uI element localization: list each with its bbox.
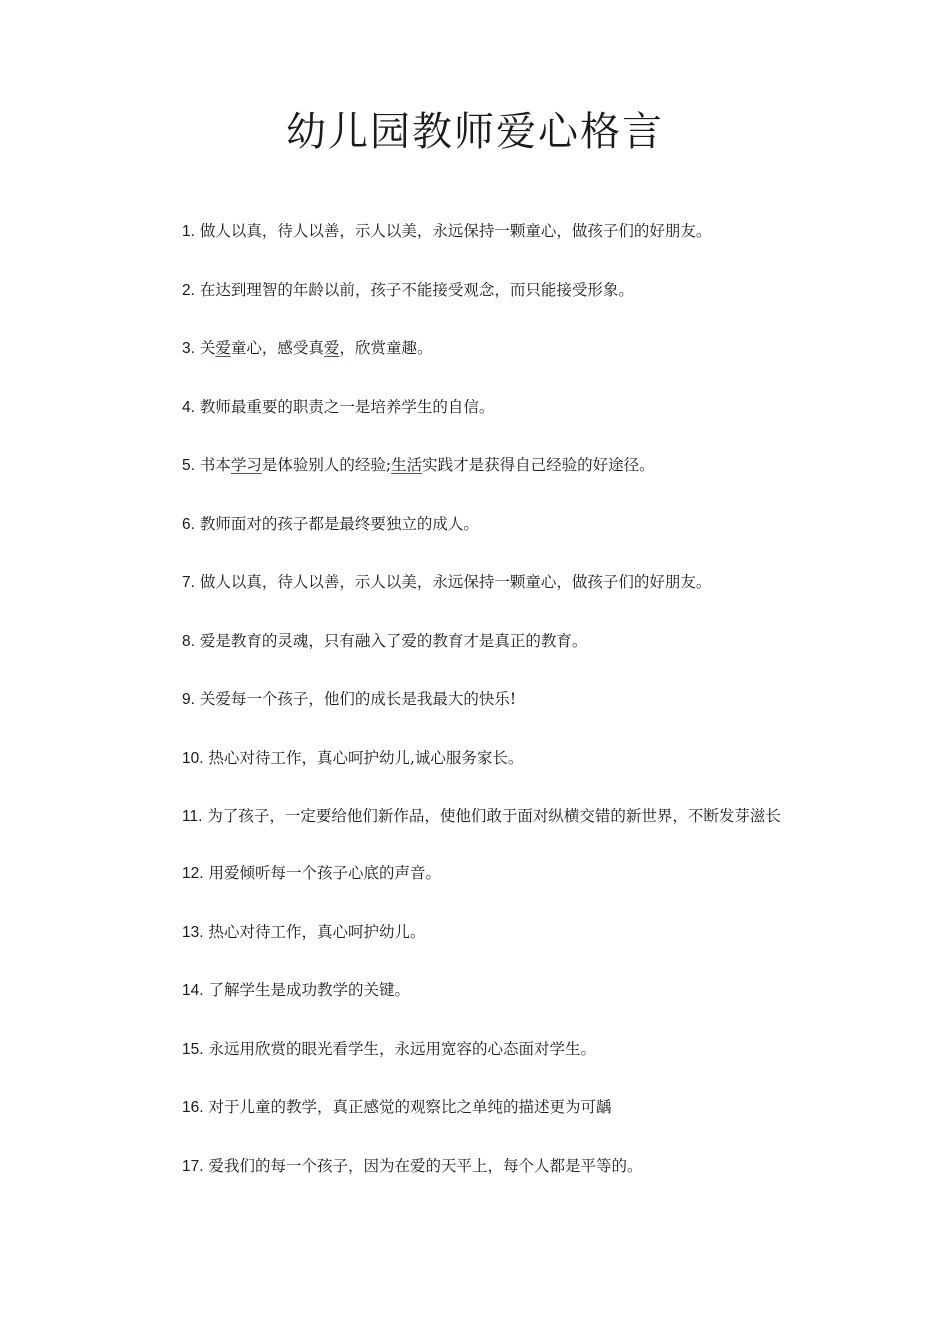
list-item [145,628,815,655]
item-text-part: ，欣赏童趣。 [339,339,433,357]
list-item [145,1036,815,1063]
item-number: 3. [182,340,195,357]
item-number: 4. [182,398,195,416]
list-item [145,977,815,1004]
document-title: 幼儿园教师爱心格言 [286,109,664,155]
item-number: 16. [182,1099,204,1116]
item-text-part: 关 [199,339,216,357]
item-text-part: 童心，感受真 [230,339,324,357]
list-item [145,919,815,946]
list-item [145,511,815,538]
item-text: 爱是教育的灵魂，只有融入了爱的教育才是真正的教育。 [199,631,588,650]
item-number: 7. [182,574,195,591]
item-number: 5. [182,457,195,474]
item-text-part: 书本 [199,456,231,474]
list-item [145,277,815,304]
item-text: 爱我们的每一个孩子，因为在爱的天平上，每个人都是平等的。 [208,1156,643,1175]
list-item [145,452,815,479]
item-text: 为了孩子，一定要给他们新作品，使他们敢于面对纵横交错的新世界，不断发芽滋长 [207,807,781,825]
item-text: 做人以真，待人以善，示人以美，永远保持一颗童心，做孩子们的好朋友。 [199,222,712,240]
list-item [145,803,815,830]
item-number: 2. [182,281,195,299]
list-item [145,394,815,421]
item-number: 9. [182,691,195,708]
keyword-link[interactable]: 爱 [323,339,340,357]
list-item [145,218,815,245]
item-text: 在达到理智的年龄以前，孩子不能接受观念，而只能接受形象。 [199,280,634,299]
list-item [145,1153,815,1180]
item-text: 对于儿童的教学，真正感觉的观察比之单纯的描述更为可龋 [208,1098,612,1116]
item-text: 热心对待工作，真心呵护幼儿。 [208,922,426,941]
item-number: 13. [182,923,204,941]
item-text: 做人以真，待人以善，示人以美，永远保持一颗童心，做孩子们的好朋友。 [199,573,712,591]
list-item [145,686,815,713]
item-text [200,339,433,357]
item-number: 8. [182,632,195,650]
keyword-link[interactable]: 学习 [230,456,262,474]
list-item [145,335,815,362]
item-text [200,456,655,474]
item-text-part: 是体验别人的经验; [261,456,392,474]
list-item [145,1094,815,1121]
item-number: 14. [182,982,204,999]
item-text: 热心对待工作，真心呵护幼儿,诚心服务家长。 [208,748,524,767]
item-text: 教师面对的孩子都是最终要独立的成人。 [199,514,479,533]
item-text-part: 实践才是获得自己经验的好途径。 [422,456,655,474]
item-number: 12. [182,865,204,882]
keyword-link[interactable]: 爱 [215,339,231,357]
list-item [145,569,815,596]
item-number: 1. [182,223,195,240]
item-number: 17. [182,1157,204,1175]
item-text: 用爱倾听每一个孩子心底的声音。 [208,864,442,882]
item-text: 教师最重要的职责之一是培养学生的自信。 [199,397,495,416]
item-number: 15. [182,1040,204,1058]
item-text: 了解学生是成功教学的关键。 [208,981,411,999]
motto-list [145,218,815,1211]
list-item [145,860,815,887]
item-text: 关爱每一个孩子，他们的成长是我最大的快乐! [199,690,517,708]
item-number: 11. [182,808,203,825]
item-number: 6. [182,515,195,533]
item-number: 10. [182,749,204,767]
item-text: 永远用欣赏的眼光看学生，永远用宽容的心态面对学生。 [208,1039,597,1058]
keyword-link[interactable]: 生活 [391,456,423,474]
list-item [145,745,815,772]
